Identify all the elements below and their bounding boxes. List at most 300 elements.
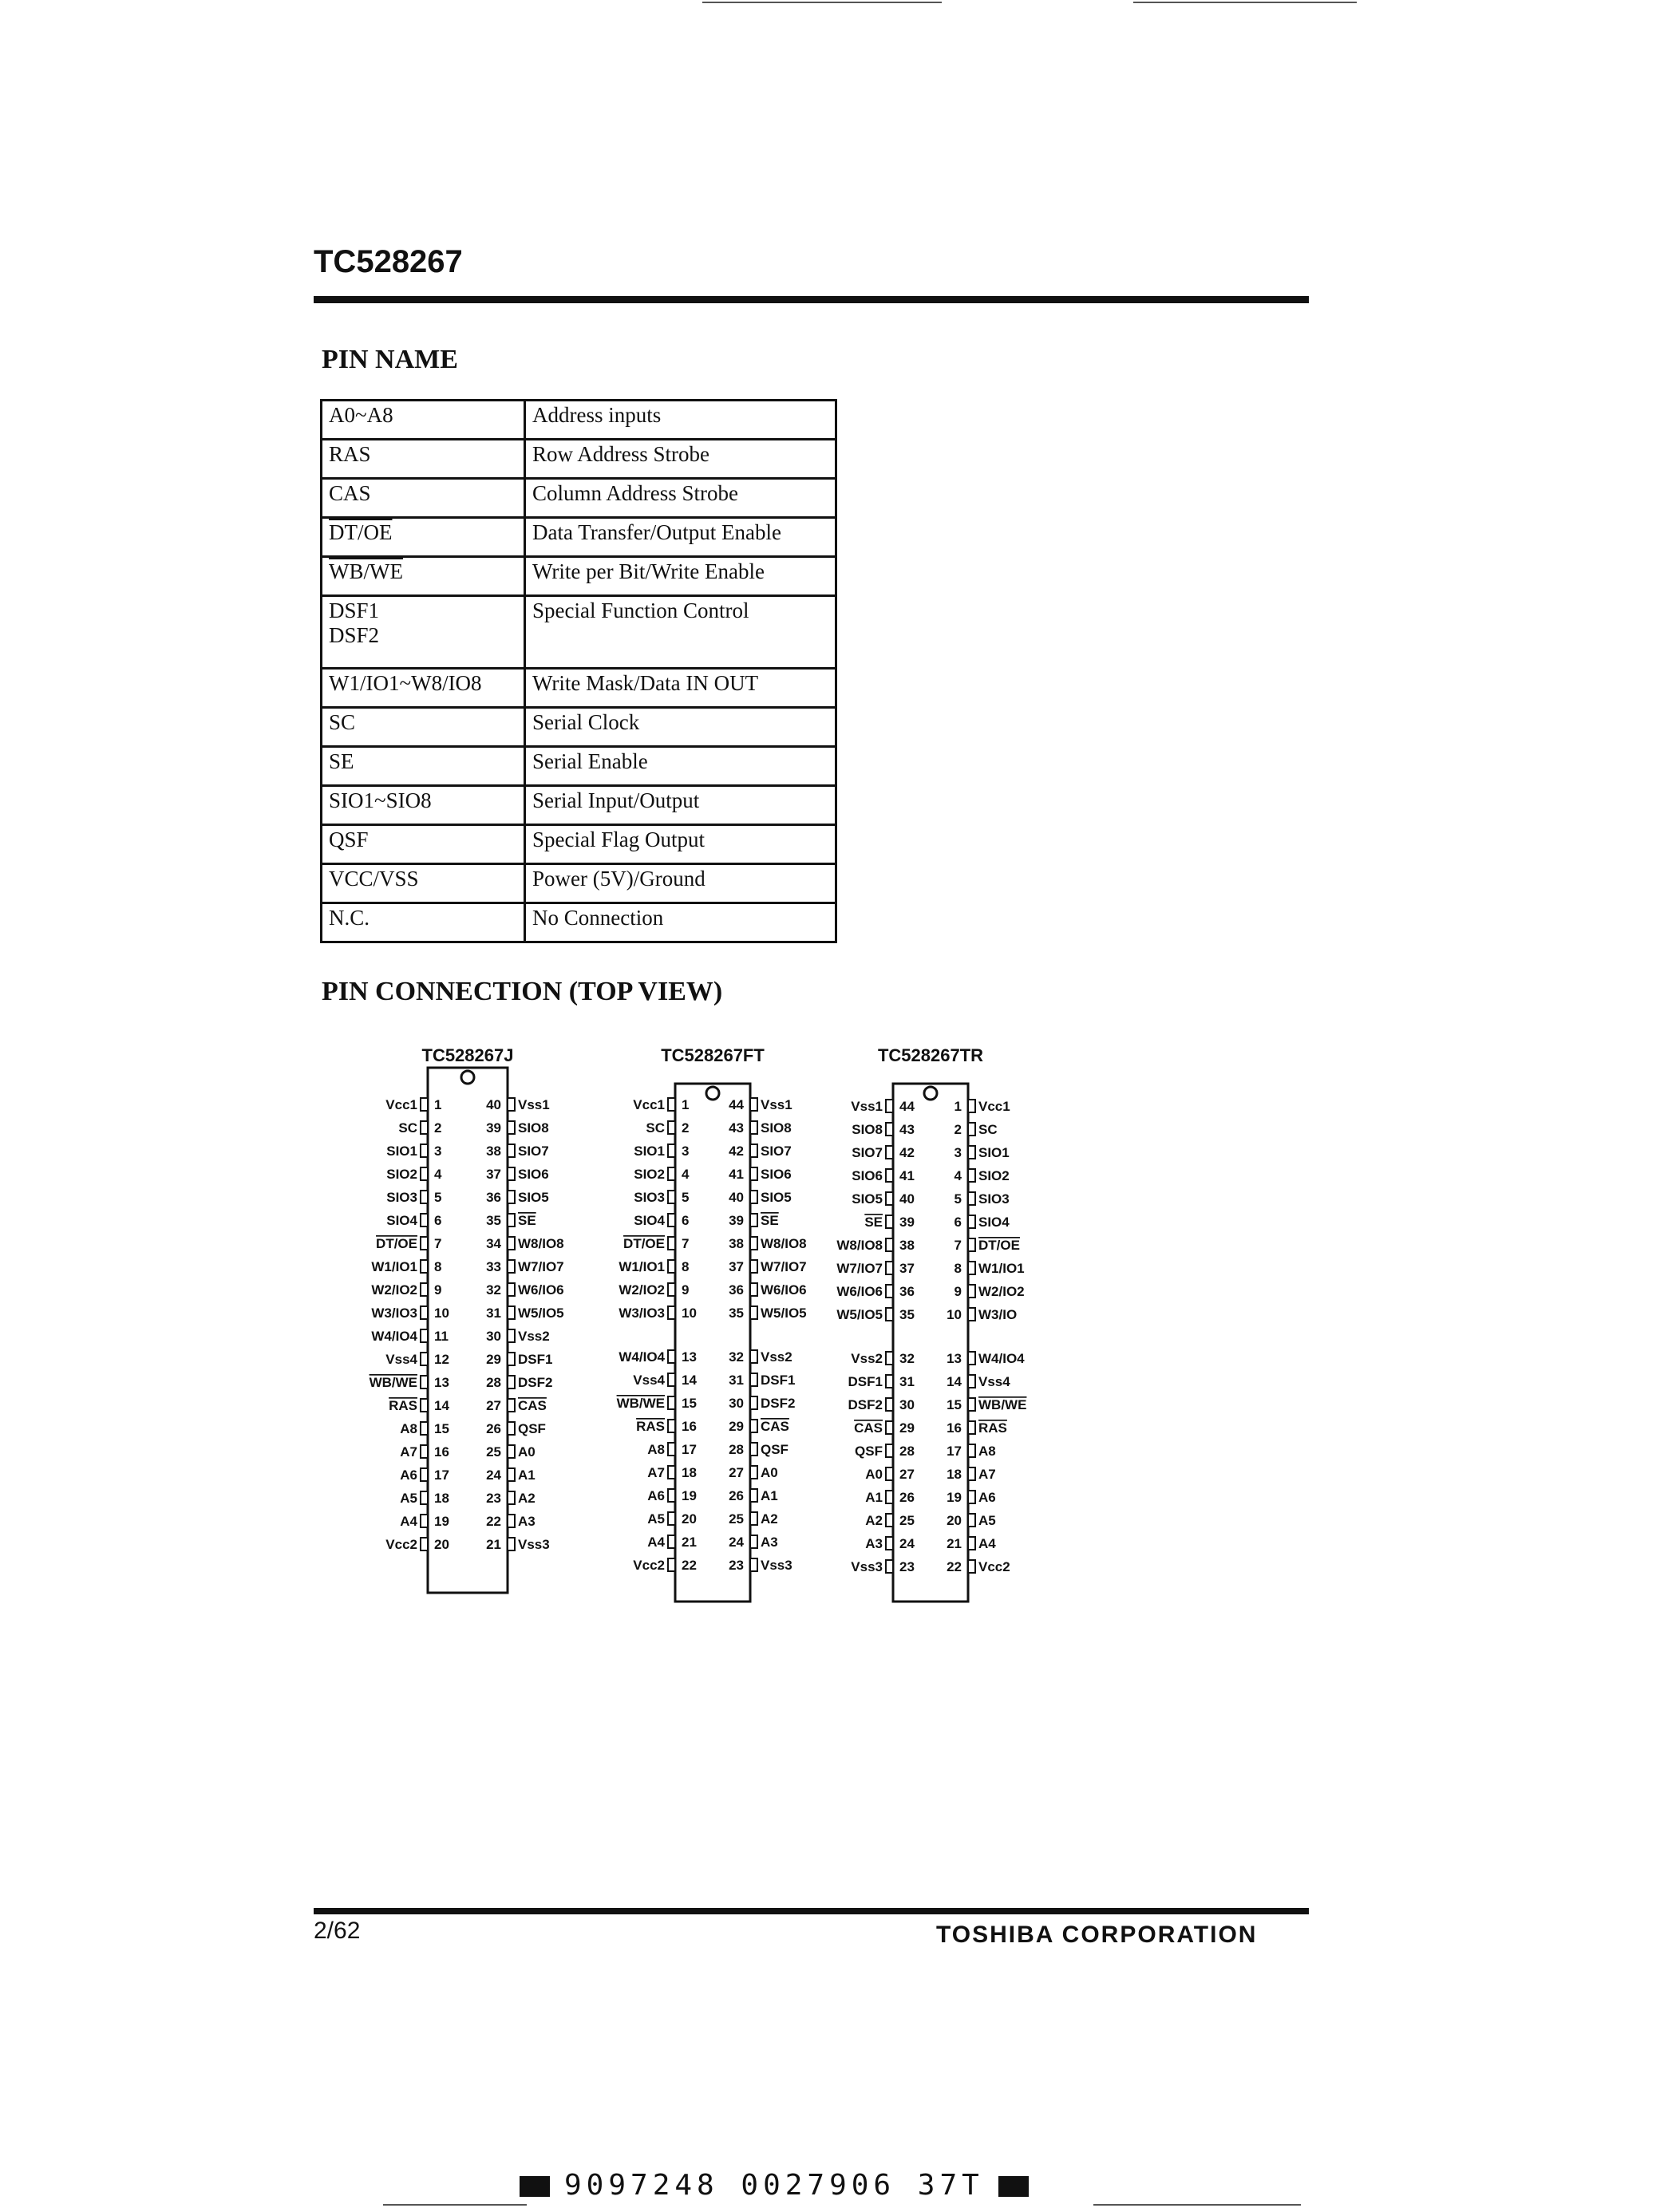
pin-label: A7 bbox=[978, 1467, 996, 1482]
pin-stub bbox=[750, 1306, 757, 1319]
pin-label: WB/WE bbox=[978, 1397, 1027, 1412]
pin-number: 40 bbox=[899, 1191, 915, 1207]
pin-number: 6 bbox=[954, 1215, 962, 1230]
pin-stub bbox=[968, 1192, 975, 1205]
pin-stub bbox=[886, 1238, 893, 1251]
pin-label: W8/IO8 bbox=[836, 1238, 883, 1253]
pin-stub bbox=[421, 1468, 428, 1481]
company-name: TOSHIBA CORPORATION bbox=[936, 1922, 1258, 1948]
pin-number: 10 bbox=[434, 1305, 449, 1321]
pin-stub bbox=[508, 1260, 515, 1273]
pin-label: W1/IO1 bbox=[978, 1261, 1025, 1276]
pin-number: 2 bbox=[682, 1120, 690, 1136]
pin-stub bbox=[668, 1098, 675, 1111]
pin-number: 38 bbox=[899, 1238, 915, 1253]
pin-label: A1 bbox=[761, 1488, 778, 1503]
pin-number: 7 bbox=[434, 1236, 442, 1251]
pin-stub bbox=[421, 1214, 428, 1226]
pin-label: W7/IO7 bbox=[761, 1259, 807, 1274]
pin-stub bbox=[668, 1237, 675, 1250]
pin-stub bbox=[421, 1144, 428, 1157]
pin-stub bbox=[750, 1121, 757, 1134]
pin-label: A7 bbox=[400, 1444, 417, 1460]
pin-label: A2 bbox=[865, 1513, 883, 1528]
pin-label: CAS bbox=[761, 1419, 789, 1434]
pin-stub bbox=[421, 1121, 428, 1134]
pin-number: 26 bbox=[899, 1490, 915, 1505]
pin-label: A7 bbox=[647, 1465, 665, 1480]
pin-number: 32 bbox=[899, 1351, 915, 1366]
pin-label: SE bbox=[518, 1213, 536, 1228]
pin-stub bbox=[750, 1237, 757, 1250]
pin-label: A3 bbox=[518, 1514, 536, 1529]
pin-label: SIO8 bbox=[852, 1122, 883, 1137]
page-number: 2/62 bbox=[314, 1918, 361, 1944]
pin-label: Vss2 bbox=[518, 1329, 550, 1344]
pin-stub bbox=[668, 1420, 675, 1432]
pin-number: 23 bbox=[486, 1491, 501, 1506]
pin-label: Vss4 bbox=[633, 1373, 665, 1388]
pin-symbol: RAS bbox=[322, 440, 525, 479]
pin-stub bbox=[968, 1537, 975, 1550]
pin-label: Vss1 bbox=[518, 1097, 550, 1112]
pin-label: Vss3 bbox=[851, 1559, 883, 1574]
pin-label: A4 bbox=[978, 1536, 996, 1551]
pin-number: 26 bbox=[486, 1421, 501, 1436]
pin-stub bbox=[968, 1467, 975, 1480]
pin-symbol: VCC/VSS bbox=[322, 864, 525, 903]
pin-number: 44 bbox=[899, 1099, 915, 1114]
pin-stub bbox=[886, 1192, 893, 1205]
pin-label: QSF bbox=[855, 1444, 883, 1459]
pin-label: DSF1 bbox=[848, 1374, 883, 1389]
pin-stub bbox=[421, 1445, 428, 1458]
pin-label: A1 bbox=[865, 1490, 883, 1505]
pin-stub bbox=[968, 1123, 975, 1136]
pin-number: 37 bbox=[899, 1261, 915, 1276]
pin-number: 13 bbox=[682, 1349, 697, 1365]
pin-number: 35 bbox=[899, 1307, 915, 1322]
pin-label: DT/OE bbox=[623, 1236, 665, 1251]
pin-stub bbox=[886, 1421, 893, 1434]
pin-number: 36 bbox=[486, 1190, 501, 1205]
pin-label: Vcc1 bbox=[385, 1097, 417, 1112]
pin-stub bbox=[668, 1535, 675, 1548]
pin-stub bbox=[668, 1191, 675, 1203]
pin-number: 29 bbox=[486, 1352, 501, 1367]
pin-description: Serial Input/Output bbox=[525, 786, 836, 825]
pin-stub bbox=[668, 1260, 675, 1273]
pin-stub bbox=[886, 1146, 893, 1159]
pin-number: 32 bbox=[486, 1282, 501, 1298]
pin-number: 41 bbox=[899, 1168, 915, 1183]
pin-stub bbox=[421, 1191, 428, 1203]
pin-description: Power (5V)/Ground bbox=[525, 864, 836, 903]
pin-label: W3/IO bbox=[978, 1307, 1018, 1322]
pin-number: 1 bbox=[954, 1099, 962, 1114]
pin-stub bbox=[968, 1491, 975, 1503]
pin-label: WB/WE bbox=[616, 1396, 665, 1411]
pin-label: SIO7 bbox=[852, 1145, 883, 1160]
pin-number: 1 bbox=[682, 1097, 690, 1112]
pin-label: W2/IO2 bbox=[371, 1282, 417, 1298]
pin-label: SIO8 bbox=[761, 1120, 792, 1136]
pin-number: 2 bbox=[434, 1120, 442, 1136]
pin-label: A8 bbox=[400, 1421, 417, 1436]
pin-label: WB/WE bbox=[369, 1375, 417, 1390]
pin-number: 28 bbox=[486, 1375, 501, 1390]
pin-number: 19 bbox=[434, 1514, 449, 1529]
pin-label: SIO1 bbox=[386, 1144, 417, 1159]
pin-stub bbox=[421, 1283, 428, 1296]
pin-stub bbox=[668, 1283, 675, 1296]
pin-number: 15 bbox=[682, 1396, 697, 1411]
pin-stub bbox=[886, 1262, 893, 1274]
pin-label: SIO5 bbox=[518, 1190, 549, 1205]
pin-number: 5 bbox=[434, 1190, 442, 1205]
pin-number: 24 bbox=[899, 1536, 915, 1551]
scan-artifact bbox=[1133, 2, 1357, 3]
pin-stub bbox=[886, 1352, 893, 1365]
pin-stub bbox=[968, 1352, 975, 1365]
pin-stub bbox=[668, 1350, 675, 1363]
pin-label: SIO6 bbox=[761, 1167, 792, 1182]
pin-symbol: QSF bbox=[322, 825, 525, 864]
pin-label: SIO3 bbox=[386, 1190, 417, 1205]
pin-description: Serial Clock bbox=[525, 708, 836, 747]
pin-number: 16 bbox=[682, 1419, 697, 1434]
pin-stub bbox=[508, 1538, 515, 1550]
pin-stub bbox=[750, 1489, 757, 1502]
pin-stub bbox=[886, 1169, 893, 1182]
pin-number: 31 bbox=[486, 1305, 501, 1321]
footer-rule bbox=[314, 1908, 1309, 1914]
pin-label: A6 bbox=[400, 1467, 417, 1483]
pin-number: 9 bbox=[682, 1282, 690, 1298]
pin-stub bbox=[886, 1537, 893, 1550]
pin-label: SIO2 bbox=[634, 1167, 665, 1182]
pin-label: SC bbox=[978, 1122, 998, 1137]
pin-stub bbox=[508, 1422, 515, 1435]
pin-stub bbox=[668, 1167, 675, 1180]
pin-stub bbox=[886, 1398, 893, 1411]
pin-label: W1/IO1 bbox=[371, 1259, 417, 1274]
pin-number: 35 bbox=[486, 1213, 501, 1228]
pin-description: No Connection bbox=[525, 903, 836, 942]
pin-stub bbox=[968, 1285, 975, 1298]
pin-number: 30 bbox=[729, 1396, 744, 1411]
pin-label: SIO1 bbox=[978, 1145, 1010, 1160]
pin-stub bbox=[750, 1466, 757, 1479]
pin-label: A2 bbox=[518, 1491, 536, 1506]
pin-label: DSF2 bbox=[848, 1397, 883, 1412]
pin-stub bbox=[968, 1444, 975, 1457]
pin-number: 42 bbox=[729, 1144, 744, 1159]
pin-label: SIO2 bbox=[978, 1168, 1010, 1183]
pin-stub bbox=[968, 1169, 975, 1182]
package-title: TC528267TR bbox=[877, 1045, 984, 1065]
pin-stub bbox=[886, 1123, 893, 1136]
pin-label: W4/IO4 bbox=[371, 1329, 417, 1344]
pin-stub bbox=[421, 1491, 428, 1504]
pin-stub bbox=[421, 1515, 428, 1527]
pin-stub bbox=[750, 1443, 757, 1456]
pin-label: A8 bbox=[978, 1444, 996, 1459]
pin-number: 33 bbox=[486, 1259, 501, 1274]
pin-number: 17 bbox=[947, 1444, 962, 1459]
pin-stub bbox=[668, 1558, 675, 1571]
pin-stub bbox=[421, 1329, 428, 1342]
pin-label: A1 bbox=[518, 1467, 536, 1483]
pin-number: 20 bbox=[434, 1537, 449, 1552]
pin-label: DSF1 bbox=[518, 1352, 553, 1367]
pin-label: SE bbox=[864, 1215, 883, 1230]
pin-number: 43 bbox=[729, 1120, 744, 1136]
pin-stub bbox=[508, 1214, 515, 1226]
pin-label: SIO4 bbox=[634, 1213, 665, 1228]
pin-label: W5/IO5 bbox=[836, 1307, 883, 1322]
pin-number: 1 bbox=[434, 1097, 442, 1112]
pin-number: 28 bbox=[899, 1444, 915, 1459]
pin-number: 6 bbox=[434, 1213, 442, 1228]
pin-stub bbox=[750, 1167, 757, 1180]
pin-label: DSF2 bbox=[518, 1375, 553, 1390]
pin-number: 13 bbox=[434, 1375, 449, 1390]
pin-label: SIO6 bbox=[518, 1167, 549, 1182]
pin-number: 10 bbox=[947, 1307, 962, 1322]
pin-label: DSF1 bbox=[761, 1373, 796, 1388]
pin-number: 21 bbox=[486, 1537, 501, 1552]
pin-label: SIO5 bbox=[761, 1190, 792, 1205]
pin-label: W1/IO1 bbox=[619, 1259, 665, 1274]
pin-label: W6/IO6 bbox=[761, 1282, 807, 1298]
pin-symbol-line: DSF2 bbox=[329, 623, 380, 647]
pin-stub bbox=[886, 1467, 893, 1480]
pin-stub bbox=[421, 1260, 428, 1273]
pin-stub bbox=[886, 1100, 893, 1112]
pin-label: SIO6 bbox=[852, 1168, 883, 1183]
pin-stub bbox=[508, 1445, 515, 1458]
pin-stub bbox=[668, 1512, 675, 1525]
pin-stub bbox=[968, 1262, 975, 1274]
pin-connection-heading: PIN CONNECTION (TOP VIEW) bbox=[322, 977, 723, 1006]
pin-description: Write Mask/Data IN OUT bbox=[525, 669, 836, 708]
pin-stub bbox=[508, 1098, 515, 1111]
pin-label: A2 bbox=[761, 1511, 778, 1527]
pin-label: Vcc2 bbox=[978, 1559, 1010, 1574]
pin-stub bbox=[421, 1399, 428, 1412]
pin-label: Vss3 bbox=[518, 1537, 550, 1552]
pin-stub bbox=[968, 1146, 975, 1159]
pin-description: Data Transfer/Output Enable bbox=[525, 518, 836, 557]
pin-number: 29 bbox=[729, 1419, 744, 1434]
pin-number: 29 bbox=[899, 1420, 915, 1436]
pin-description: Row Address Strobe bbox=[525, 440, 836, 479]
pin-number: 39 bbox=[899, 1215, 915, 1230]
pin-stub bbox=[750, 1512, 757, 1525]
pin-number: 4 bbox=[954, 1168, 962, 1183]
pin-symbol: DT/OE bbox=[322, 518, 525, 557]
pin-label: Vcc2 bbox=[633, 1558, 665, 1573]
barcode-block-left bbox=[520, 2176, 550, 2197]
pin-number: 3 bbox=[434, 1144, 442, 1159]
pin-stub bbox=[968, 1238, 975, 1251]
pin-label: Vss3 bbox=[761, 1558, 792, 1573]
pin-number: 37 bbox=[486, 1167, 501, 1182]
pin-label: A0 bbox=[865, 1467, 883, 1482]
pin-number: 22 bbox=[682, 1558, 697, 1573]
pin-description: Special Function Control bbox=[525, 596, 836, 669]
pin-number: 12 bbox=[434, 1352, 449, 1367]
pin-stub bbox=[668, 1373, 675, 1386]
pin-symbol: SIO1~SIO8 bbox=[322, 786, 525, 825]
pin-stub bbox=[668, 1443, 675, 1456]
pin-number: 18 bbox=[947, 1467, 962, 1482]
pin-label: SIO5 bbox=[852, 1191, 883, 1207]
pin-number: 5 bbox=[682, 1190, 690, 1205]
pin-number: 24 bbox=[729, 1535, 744, 1550]
pin-label: A8 bbox=[647, 1442, 665, 1457]
pin-stub bbox=[886, 1491, 893, 1503]
pin-label: A0 bbox=[518, 1444, 536, 1460]
pin-number: 23 bbox=[899, 1559, 915, 1574]
pin-symbol: A0~A8 bbox=[322, 401, 525, 440]
pin-stub bbox=[668, 1466, 675, 1479]
pin-number: 19 bbox=[682, 1488, 697, 1503]
pin-number: 14 bbox=[434, 1398, 449, 1413]
pin-number: 3 bbox=[954, 1145, 962, 1160]
pin-label: SIO3 bbox=[634, 1190, 665, 1205]
pin-number: 27 bbox=[729, 1465, 744, 1480]
pin-stub bbox=[421, 1376, 428, 1388]
pin-name-heading: PIN NAME bbox=[322, 345, 458, 374]
pin-label: A4 bbox=[400, 1514, 417, 1529]
pin-label: SIO2 bbox=[386, 1167, 417, 1182]
pin-number: 5 bbox=[954, 1191, 962, 1207]
pin-stub bbox=[668, 1489, 675, 1502]
pin-stub bbox=[968, 1375, 975, 1388]
pin-stub bbox=[968, 1421, 975, 1434]
pin-stub bbox=[750, 1420, 757, 1432]
pin-number: 22 bbox=[947, 1559, 962, 1574]
pin-label: QSF bbox=[518, 1421, 546, 1436]
pin-label: A6 bbox=[978, 1490, 996, 1505]
pin-number: 43 bbox=[899, 1122, 915, 1137]
pin-label: W8/IO8 bbox=[518, 1236, 564, 1251]
pin1-notch-icon bbox=[461, 1071, 474, 1084]
pin-stub bbox=[750, 1558, 757, 1571]
pin-stub bbox=[421, 1353, 428, 1365]
pin-label: A3 bbox=[865, 1536, 883, 1551]
pin-stub bbox=[886, 1560, 893, 1573]
pin1-notch-icon bbox=[706, 1087, 719, 1100]
pin-label: W4/IO4 bbox=[978, 1351, 1025, 1366]
pin-number: 7 bbox=[682, 1236, 690, 1251]
pin-label: SIO8 bbox=[518, 1120, 549, 1136]
pin-label: SIO7 bbox=[761, 1144, 792, 1159]
pin-number: 27 bbox=[899, 1467, 915, 1482]
pin-number: 25 bbox=[729, 1511, 744, 1527]
pin-symbol: SC bbox=[322, 708, 525, 747]
pin-number: 7 bbox=[954, 1238, 962, 1253]
pin-stub bbox=[750, 1350, 757, 1363]
pin-stub bbox=[508, 1191, 515, 1203]
pin-stub bbox=[668, 1121, 675, 1134]
pin-symbol: WB/WE bbox=[322, 557, 525, 596]
pin-stub bbox=[886, 1375, 893, 1388]
pin-label: SIO1 bbox=[634, 1144, 665, 1159]
scan-artifact bbox=[383, 2204, 527, 2206]
pin-number: 39 bbox=[486, 1120, 501, 1136]
pin-stub bbox=[750, 1144, 757, 1157]
pin-label: SIO4 bbox=[386, 1213, 417, 1228]
pin-label: A0 bbox=[761, 1465, 778, 1480]
pin-description: Write per Bit/Write Enable bbox=[525, 557, 836, 596]
pin-stub bbox=[750, 1396, 757, 1409]
pin-number: 14 bbox=[682, 1373, 697, 1388]
pin-stub bbox=[508, 1121, 515, 1134]
pin-label: A3 bbox=[761, 1535, 778, 1550]
pin-stub bbox=[750, 1373, 757, 1386]
pin-label: Vss2 bbox=[761, 1349, 792, 1365]
pin-label: SIO7 bbox=[518, 1144, 549, 1159]
pin-label: DT/OE bbox=[978, 1238, 1020, 1253]
pin-number: 35 bbox=[729, 1305, 744, 1321]
pin-label: Vcc2 bbox=[385, 1537, 417, 1552]
pin-number: 41 bbox=[729, 1167, 744, 1182]
pin-number: 36 bbox=[899, 1284, 915, 1299]
pin-number: 25 bbox=[486, 1444, 501, 1460]
pin-number: 2 bbox=[954, 1122, 962, 1137]
pin-label: DT/OE bbox=[376, 1236, 417, 1251]
pin-label: SC bbox=[398, 1120, 417, 1136]
pin-number: 40 bbox=[486, 1097, 501, 1112]
pin-label: RAS bbox=[978, 1420, 1007, 1436]
pin-label: SIO3 bbox=[978, 1191, 1010, 1207]
pin-stub bbox=[750, 1214, 757, 1226]
pin-stub bbox=[668, 1396, 675, 1409]
pin-number: 21 bbox=[682, 1535, 697, 1550]
pin-stub bbox=[508, 1283, 515, 1296]
pin-stub bbox=[668, 1144, 675, 1157]
pin-number: 15 bbox=[947, 1397, 962, 1412]
pin-number: 9 bbox=[954, 1284, 962, 1299]
scan-artifact bbox=[702, 2, 942, 3]
pin-symbol: CAS bbox=[322, 479, 525, 518]
pin-number: 21 bbox=[947, 1536, 962, 1551]
pin-stub bbox=[750, 1283, 757, 1296]
pin-label: DSF2 bbox=[761, 1396, 796, 1411]
pin-label: Vss1 bbox=[761, 1097, 792, 1112]
pin-number: 18 bbox=[434, 1491, 449, 1506]
pin-stub bbox=[968, 1560, 975, 1573]
pin-label: W3/IO3 bbox=[371, 1305, 417, 1321]
pin-label: SE bbox=[761, 1213, 779, 1228]
pin-description: Column Address Strobe bbox=[525, 479, 836, 518]
pin-number: 8 bbox=[682, 1259, 690, 1274]
pin-stub bbox=[886, 1444, 893, 1457]
pin-number: 3 bbox=[682, 1144, 690, 1159]
pin-number: 11 bbox=[434, 1329, 449, 1344]
pin-stub bbox=[508, 1306, 515, 1319]
pin-number: 23 bbox=[729, 1558, 744, 1573]
pin-number: 20 bbox=[682, 1511, 697, 1527]
pin-number: 31 bbox=[729, 1373, 744, 1388]
pin-stub bbox=[421, 1098, 428, 1111]
pin-number: 31 bbox=[899, 1374, 915, 1389]
pin-label: W5/IO5 bbox=[761, 1305, 807, 1321]
pin-number: 8 bbox=[954, 1261, 962, 1276]
